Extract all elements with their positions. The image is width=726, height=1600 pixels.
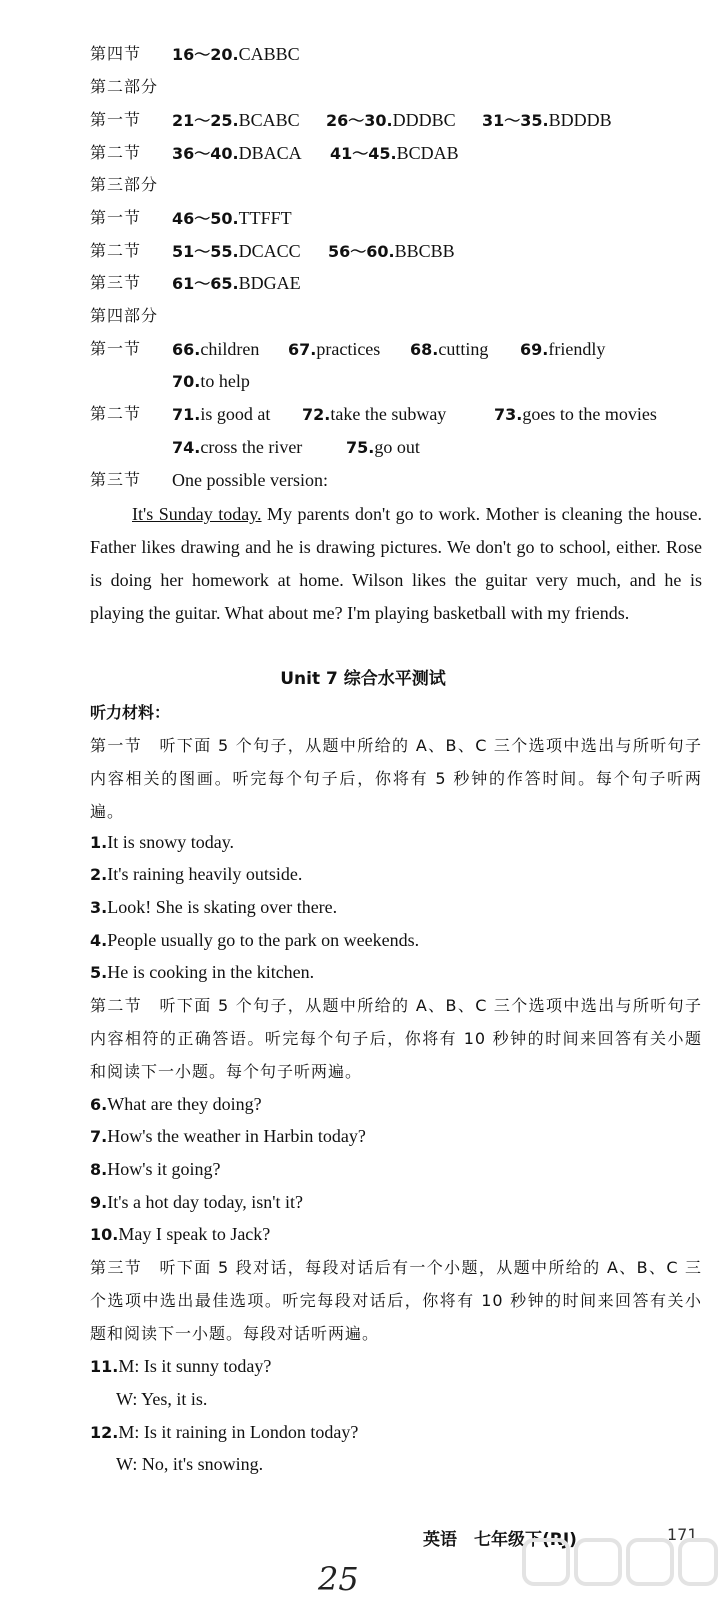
part-label: 第二部分 xyxy=(90,77,159,96)
item-answer: take the subway xyxy=(330,404,447,424)
item-number: 21～25. xyxy=(172,111,239,130)
item-answer: children xyxy=(200,339,260,359)
item-number: 41～45. xyxy=(330,144,397,163)
item-number: 5. xyxy=(90,963,108,982)
item-text: How's the weather in Harbin today? xyxy=(107,1126,366,1146)
item-answer: go out xyxy=(374,437,420,457)
item-number: 75. xyxy=(346,438,375,457)
item-number: 74. xyxy=(172,438,201,457)
unit-title: Unit 7 综合水平测试 xyxy=(280,669,446,689)
item-number: 70. xyxy=(172,372,201,391)
item-answer: friendly xyxy=(548,339,606,359)
item-answer: is good at xyxy=(200,404,271,424)
item-number: 9. xyxy=(90,1193,108,1212)
item-answer: DBACA xyxy=(238,143,302,163)
item-answer: to help xyxy=(200,371,250,391)
item-number: 6. xyxy=(90,1095,108,1114)
item-answer: cutting xyxy=(438,339,489,359)
item-number: 10. xyxy=(90,1225,119,1244)
section-label: 第二节 xyxy=(90,143,142,162)
dialogue-m-line: M: Is it raining in London today? xyxy=(118,1422,359,1442)
dialogue-m-line: M: Is it sunny today? xyxy=(118,1356,272,1376)
item-number: 46～50. xyxy=(172,209,239,228)
watermark-logo xyxy=(520,1532,720,1594)
version-note: One possible version: xyxy=(172,470,328,490)
item-number: 12. xyxy=(90,1423,119,1442)
item-text: It is snowy today. xyxy=(107,832,235,852)
part-label: 第四部分 xyxy=(90,306,159,325)
item-text: It's raining heavily outside. xyxy=(107,864,303,884)
item-text: What are they doing? xyxy=(107,1094,262,1114)
item-number: 56～60. xyxy=(328,242,395,261)
item-text: Look! She is skating over there. xyxy=(107,897,338,917)
section2-instructions: 第二节 听下面 5 个句子，从题中所给的 A、B、C 三个选项中选出与所听句子内容相符的正确答语。听完每个句子后，你将有 10 秒钟的时间来回答有关小题和阅读下一小题。每个句子听两遍。 xyxy=(90,996,702,1081)
item-answer: practices xyxy=(316,339,381,359)
item-answer: goes to the movies xyxy=(522,404,657,424)
item-number: 3. xyxy=(90,898,108,917)
item-number: 61～65. xyxy=(172,274,239,293)
item-answer: CABBC xyxy=(238,44,300,64)
section-label: 第一节 xyxy=(90,110,142,129)
item-number: 36～40. xyxy=(172,144,239,163)
item-answer: BCDAB xyxy=(396,143,459,163)
item-number: 8. xyxy=(90,1160,108,1179)
item-answer: DCACC xyxy=(238,241,301,261)
dialogue-w-line: W: Yes, it is. xyxy=(116,1389,208,1409)
item-number: 68. xyxy=(410,340,439,359)
dialogue-w-line: W: No, it's snowing. xyxy=(116,1454,264,1474)
item-number: 26～30. xyxy=(326,111,393,130)
item-answer: BDGAE xyxy=(238,273,301,293)
item-answer: DDDBC xyxy=(392,110,456,130)
item-answer: BBCBB xyxy=(394,241,455,261)
item-number: 1. xyxy=(90,833,108,852)
item-text: He is cooking in the kitchen. xyxy=(107,962,315,982)
item-number: 4. xyxy=(90,931,108,950)
section-label: 第二节 xyxy=(90,404,142,423)
handwritten-number: 25 xyxy=(318,1560,359,1598)
essay-underlined: It's Sunday today. xyxy=(132,504,262,524)
sample-essay xyxy=(90,498,702,630)
section-label: 第一节 xyxy=(90,339,142,358)
item-text: May I speak to Jack? xyxy=(118,1224,271,1244)
item-text: People usually go to the park on weekends. xyxy=(107,930,420,950)
section-label: 第三节 xyxy=(90,470,142,489)
item-number: 69. xyxy=(520,340,549,359)
item-number: 16～20. xyxy=(172,45,239,64)
item-text: It's a hot day today, isn't it? xyxy=(107,1192,304,1212)
item-number: 31～35. xyxy=(482,111,549,130)
section3-instructions: 第三节 听下面 5 段对话，每段对话后有一个小题，从题中所给的 A、B、C 三个选项中选出最佳选项。听完每段对话后，你将有 10 秒钟的时间来回答有关小题和阅读下一小题。每段对话听两遍。 xyxy=(90,1258,702,1343)
page-footer: 英语 七年级下(RJ) xyxy=(423,1530,577,1550)
item-number: 73. xyxy=(494,405,523,424)
item-number: 2. xyxy=(90,865,108,884)
section-label: 第四节 xyxy=(90,44,142,63)
page-number: 171 xyxy=(667,1525,698,1544)
item-number: 67. xyxy=(288,340,317,359)
item-answer: BCABC xyxy=(238,110,300,130)
item-number: 7. xyxy=(90,1127,108,1146)
section-label: 第三节 xyxy=(90,273,142,292)
item-answer: TTFFT xyxy=(238,208,292,228)
item-number: 66. xyxy=(172,340,201,359)
section1-instructions: 第一节 听下面 5 个句子，从题中所给的 A、B、C 三个选项中选出与所听句子内容相关的图画。听完每个句子后，你将有 5 秒钟的作答时间。每个句子听两遍。 xyxy=(90,736,702,821)
item-number: 71. xyxy=(172,405,201,424)
part-label: 第三部分 xyxy=(90,175,159,194)
essay-text: My parents don't go to work. Mother is cleaning the house. Father likes drawing and he is drawing pictures. We don't go to school, either. Rose is doing her homework at home. Wilson likes the guitar very much, and he is playing the guitar. What about me? I'm playing basketball with my friends. xyxy=(90,504,702,623)
item-number: 51～55. xyxy=(172,242,239,261)
listening-heading: 听力材料： xyxy=(90,703,171,722)
item-text: How's it going? xyxy=(107,1159,221,1179)
item-answer: BDDDB xyxy=(548,110,612,130)
item-answer: cross the river xyxy=(200,437,303,457)
item-number: 72. xyxy=(302,405,331,424)
section-label: 第一节 xyxy=(90,208,142,227)
item-number: 11. xyxy=(90,1357,119,1376)
section-label: 第二节 xyxy=(90,241,142,260)
